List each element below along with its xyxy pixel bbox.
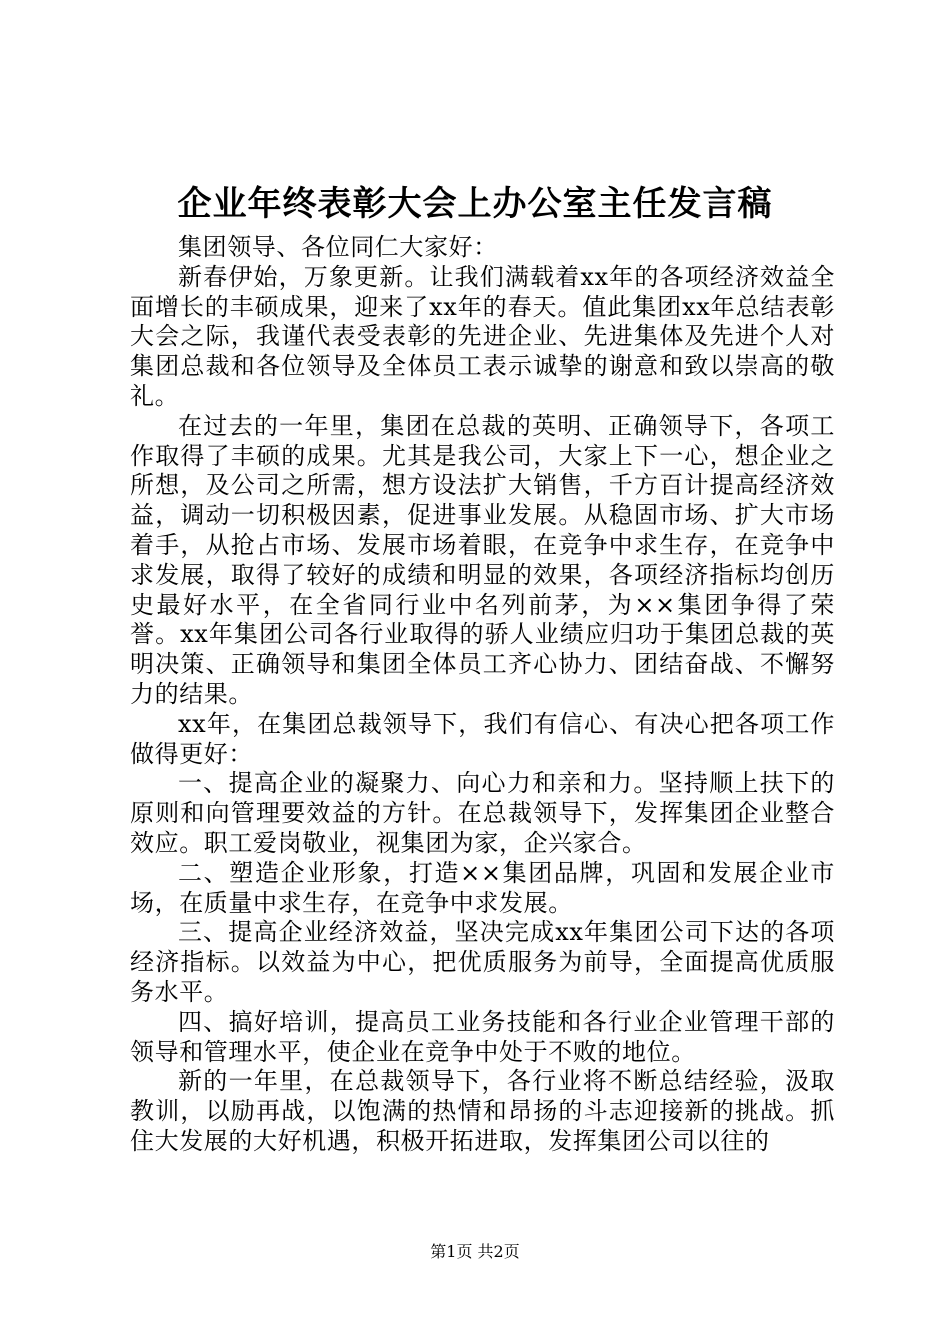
paragraph: 三、提高企业经济效益，坚决完成xx年集团公司下达的各项经济指标。以效益为中心，把优质服务为前导，全面提高优质服务水平。 [130,918,835,1006]
document-body [130,233,835,1157]
paragraph: 在过去的一年里，集团在总裁的英明、正确领导下，各项工作取得了丰硕的成果。尤其是我公司，大家上下一心，想企业之所想，及公司之所需，想方设法扩大销售，千方百计提高经济效益，调动一切积极因素，促进事业发展。从稳固市场、扩大市场着手，从抢占市场、发展市场着眼，在竞争中求生存，在竞争中求发展，取得了较好的成绩和明显的效果，各项经济指标均创历史最好水平，在全省同行业中名列前茅，为××集团争得了荣誉。xx年集团公司各行业取得的骄人业绩应归功于集团总裁的英明决策、正确领导和集团全体员工齐心协力、团结奋战、不懈努力的结果。 [130,411,835,708]
paragraph: xx年，在集团总裁领导下，我们有信心、有决心把各项工作做得更好： [130,709,835,768]
paragraph: 新的一年里，在总裁领导下，各行业将不断总结经验，汲取教训，以励再战，以饱满的热情和昂扬的斗志迎接新的挑战。抓住大发展的大好机遇，积极开拓进取，发挥集团公司以往的 [130,1067,835,1155]
document-title: 企业年终表彰大会上办公室主任发言稿 [177,184,773,224]
paragraph: 二、塑造企业形象，打造××集团品牌，巩固和发展企业市场，在质量中求生存，在竞争中求发展。 [130,858,835,917]
paragraph-greeting: 集团领导、各位同仁大家好： [178,233,498,261]
paragraph: 新春伊始，万象更新。让我们满载着xx年的各项经济效益全面增长的丰硕成果，迎来了xx年的春天。值此集团xx年总结表彰大会之际，我谨代表受表彰的先进企业、先进集体及先进个人对集团总裁和各位领导及全体员工表示诚挚的谢意和致以崇高的敬礼。 [130,262,835,410]
page-number-footer: 第1页 共2页 [430,1242,520,1261]
paragraph: 一、提高企业的凝聚力、向心力和亲和力。坚持顺上扶下的原则和向管理要效益的方针。在总裁领导下，发挥集团企业整合效应。职工爱岗敬业，视集团为家，企兴家合。 [130,769,835,857]
paragraph: 四、搞好培训，提高员工业务技能和各行业企业管理干部的领导和管理水平，使企业在竞争中处于不败的地位。 [130,1007,835,1066]
